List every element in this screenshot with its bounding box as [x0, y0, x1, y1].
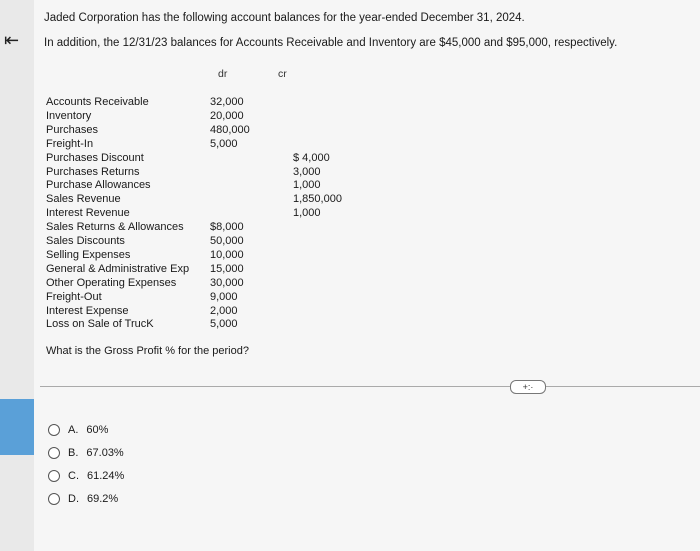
- side-tab[interactable]: [0, 399, 34, 455]
- account-label: Accounts Receivable: [46, 96, 149, 108]
- account-label: Inventory: [46, 109, 92, 122]
- credit-value: $ 4,000: [293, 151, 330, 164]
- radio-icon[interactable]: [48, 470, 60, 482]
- question-panel: [34, 0, 700, 551]
- option-letter: D.: [68, 493, 79, 505]
- option-c[interactable]: [48, 470, 124, 482]
- debit-value: 32,000: [210, 96, 244, 108]
- divider: [40, 386, 700, 387]
- account-label: Sales Discounts: [46, 235, 125, 247]
- debit-value: 9,000: [210, 290, 238, 303]
- debit-value: 5,000: [210, 137, 238, 150]
- intro-line-1: Jaded Corporation has the following account balances for the year-ended December 31, 2024.: [44, 12, 525, 24]
- account-label: Sales Revenue: [46, 193, 121, 206]
- credit-value: 1,850,000: [293, 193, 342, 206]
- option-text: 69.2%: [87, 493, 119, 505]
- option-d[interactable]: [48, 493, 118, 505]
- account-label: Purchase Allowances: [46, 179, 151, 192]
- question-text: What is the Gross Profit % for the period?: [46, 345, 249, 357]
- account-label: Loss on Sale of TrucK: [46, 318, 154, 331]
- credit-value: 1,000: [293, 207, 321, 220]
- radio-icon[interactable]: [48, 447, 60, 459]
- debit-value: 20,000: [210, 109, 244, 122]
- debit-value: 480,000: [210, 123, 250, 136]
- account-label: General & Administrative Exp: [46, 262, 190, 275]
- debit-value: 30,000: [210, 276, 244, 289]
- account-label: Selling Expenses: [46, 248, 131, 261]
- option-b[interactable]: [48, 447, 124, 459]
- radio-icon[interactable]: [48, 424, 60, 436]
- account-label: Purchases: [46, 123, 98, 136]
- account-label: Freight-In: [46, 137, 94, 150]
- option-a[interactable]: [48, 424, 108, 436]
- account-label: Purchases Returns: [46, 165, 140, 178]
- debit-value: 2,000: [210, 304, 238, 317]
- credit-value: 1,000: [293, 179, 321, 192]
- option-text: 67.03%: [86, 447, 124, 459]
- intro-line-2: In addition, the 12/31/23 balances for Accounts Receivable and Inventory are $45,000 and $95,000, respectively.: [44, 37, 618, 49]
- account-label: Interest Revenue: [46, 207, 130, 220]
- option-letter: C.: [68, 470, 79, 482]
- debit-value: 10,000: [210, 248, 244, 261]
- option-text: 61.24%: [87, 470, 125, 482]
- option-letter: B.: [68, 447, 79, 459]
- account-label: Interest Expense: [46, 304, 129, 317]
- resize-handle-icon[interactable]: +:·: [510, 380, 546, 394]
- back-arrow-icon[interactable]: ⇤: [4, 30, 20, 50]
- cr-header: cr: [278, 68, 287, 80]
- debit-value: 50,000: [210, 235, 244, 247]
- debit-value: 15,000: [210, 262, 244, 275]
- left-sidebar: [0, 0, 34, 551]
- account-label: Purchases Discount: [46, 151, 144, 164]
- option-letter: A.: [68, 424, 79, 436]
- account-label: Freight-Out: [46, 290, 102, 303]
- dr-header: dr: [218, 68, 228, 80]
- credit-value: 3,000: [293, 165, 321, 178]
- debit-value: 5,000: [210, 318, 238, 331]
- radio-icon[interactable]: [48, 493, 60, 505]
- debit-value: $8,000: [210, 221, 244, 234]
- account-label: Sales Returns & Allowances: [46, 221, 184, 234]
- account-label: Other Operating Expenses: [46, 276, 177, 289]
- option-text: 60%: [86, 424, 109, 436]
